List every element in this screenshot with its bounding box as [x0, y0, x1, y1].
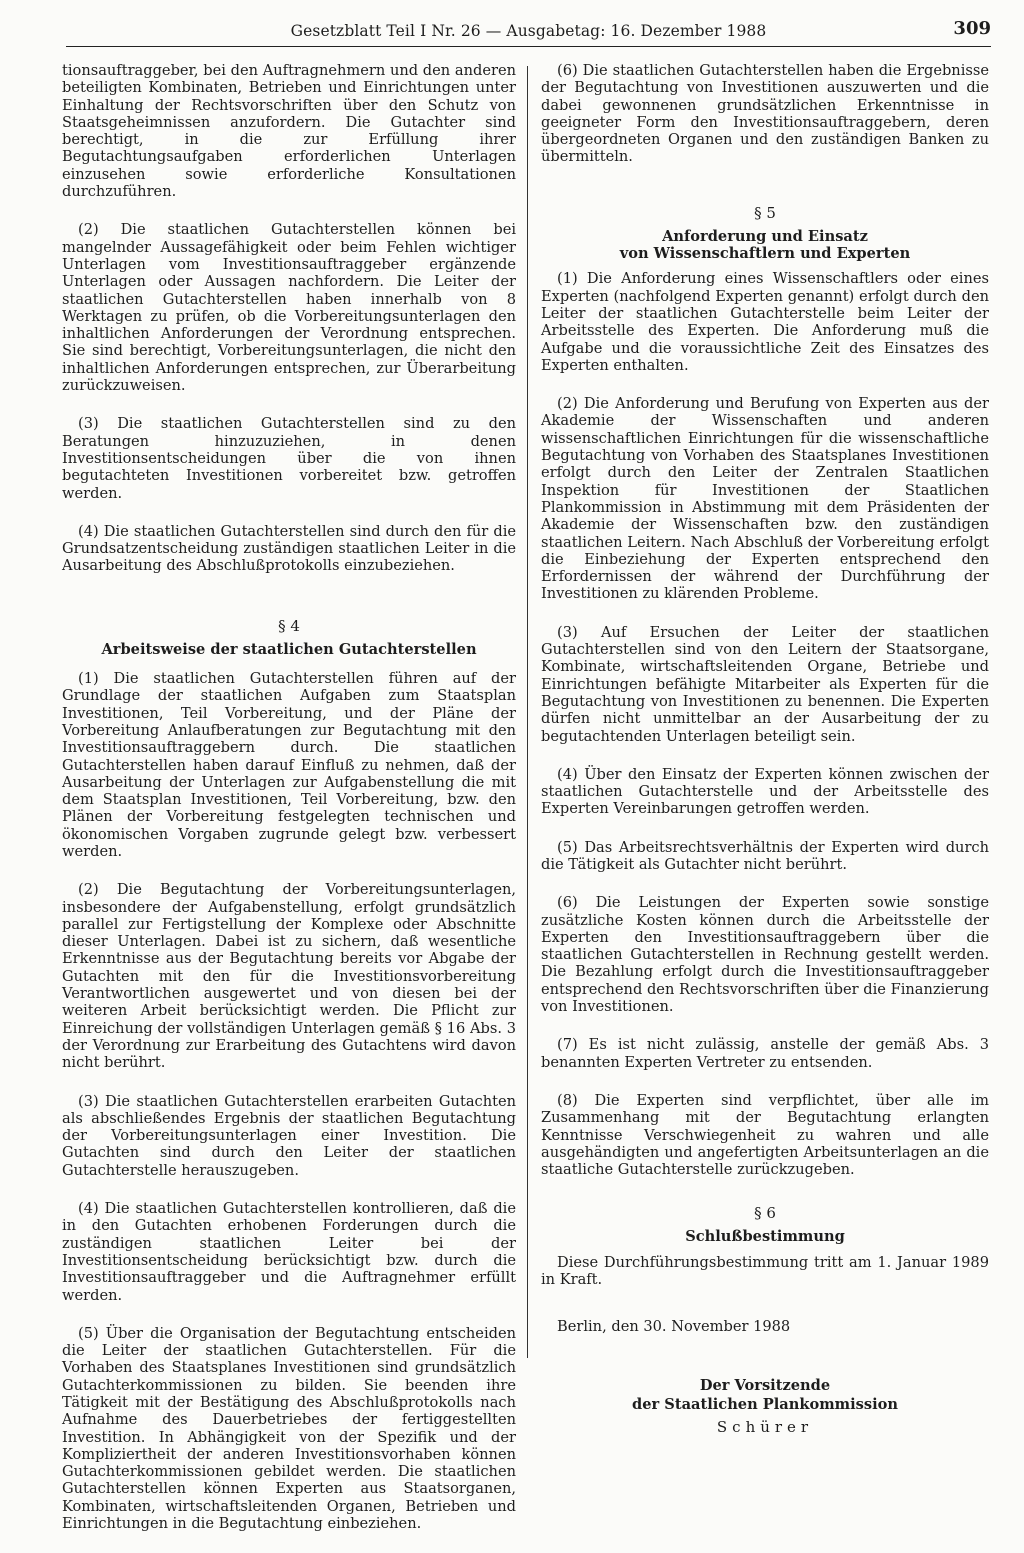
paragraph-5-8: (8) Die Experten sind verpflichtet, über alle im Zusammenhang mit der Begutachtung erlangten Kenntnisse Verschwiegenheit zu wahren und alle ausgehändigten und angefertigten Arbeitsunterlagen an die staatliche Gutachterstelle zurückzugeben.: [541, 1091, 989, 1179]
page-header: [66, 14, 991, 47]
section-5-title: [541, 228, 989, 263]
left-column: [62, 62, 516, 1553]
gazette-title: Gesetzblatt Teil I Nr. 26 — Ausgabetag: 16. Dezember 1988: [290, 22, 767, 40]
paragraph-3-4: (4) Die staatlichen Gutachterstellen sind durch den für die Grundsatzentscheidung zuständigen staatlichen Leiter in die Ausarbeitung des Abschlußprotokolls einzubeziehen.: [62, 522, 516, 575]
section-6-title: Schlußbestimmung: [685, 1228, 845, 1246]
signature-title-line-1: Der Vorsitzende: [699, 1376, 831, 1394]
paragraph-3-2: (2) Die staatlichen Gutachterstellen können bei mangelnder Aussagefähigkeit oder beim Fehlen wichtiger Unterlagen vom Investitionsauftraggeber ergänzende Unterlagen oder Aussagen nachfordern. Die Leiter der staatlichen Gutachterstellen haben innerhalb von 8 Werktagen zu prüfen, ob die Vorbereitungsunterlagen den inhaltlichen Anforderungen der Verordnung entsprechen. Sie sind berechtigt, Vorbereitungsunterlagen, die nicht den inhaltlichen Anforderungen entsprechen, zur Überarbeitung zurückzuweisen.: [62, 221, 516, 395]
paragraph-4-4: (4) Die staatlichen Gutachterstellen kontrollieren, daß die in den Gutachten erhobenen Forderungen durch die zuständigen staatlichen Leiter bei der Investitionsentscheidung berücksichtigt bzw. durch die Investitionsauftraggeber und die Auftragnehmer erfüllt werden.: [62, 1200, 516, 1304]
paragraph-continued: tionsauftraggeber, bei den Auftragnehmern und den anderen beteiligten Kombinaten, Betrieben und Einrichtungen unter Einhaltung der Rechtsvorschriften über den Schutz von Staatsgeheimnissen anzufordern. Die Gutachter sind berechtigt, in die zur Erfüllung ihrer Begutachtungsaufgaben erforderlichen Unterlagen einzusehen sowie erforderliche Konsultationen durchzuführen.: [62, 62, 516, 201]
paragraph-5-7: (7) Es ist nicht zulässig, anstelle der gemäß Abs. 3 benannten Experten Vertreter zu entsenden.: [541, 1036, 989, 1071]
section-5-title-line-2: von Wissenschaftlern und Experten: [619, 245, 911, 263]
right-column: [541, 62, 989, 1436]
paragraph-3-3: (3) Die staatlichen Gutachterstellen sind zu den Beratungen hinzuzuziehen, in denen Investitionsentscheidungen über die von ihnen begutachteten Investitionen vorbereitet bzw. getroffen werden.: [62, 415, 516, 502]
signatory-name: Schürer: [716, 1417, 814, 1436]
place-and-date: Berlin, den 30. November 1988: [557, 1318, 791, 1336]
page-number: 309: [953, 18, 991, 39]
section-5-number: § 5: [754, 203, 776, 222]
paragraph-5-4: (4) Über den Einsatz der Experten können zwischen der staatlichen Gutachterstelle und der Arbeitsstelle des Experten Vereinbarungen getroffen werden.: [541, 765, 989, 818]
paragraph-5-5: (5) Das Arbeitsrechtsverhältnis der Experten wird durch die Tätigkeit als Gutachter nicht berührt.: [541, 838, 989, 873]
paragraph-5-6: (6) Die Leistungen der Experten sowie sonstige zusätzliche Kosten können durch die Arbeitsstelle der Experten den Investitionsauftraggebern über die staatlichen Gutachterstellen in Rechnung gestellt werden. Die Bezahlung erfolgt durch die Investitionsauftraggeber entsprechend den Rechtsvorschriften über die Finanzierung von Investitionen.: [541, 894, 989, 1016]
paragraph-4-1: (1) Die staatlichen Gutachterstellen führen auf der Grundlage der staatlichen Aufgaben zum Staatsplan Investitionen, Teil Vorbereitung, und der Pläne der Vorbereitung Anlaufberatungen zur Begutachtung mit den Investitionsauftraggebern durch. Die staatlichen Gutachterstellen haben darauf Einfluß zu nehmen, daß der Ausarbeitung der Unterlagen zur Aufgabenstellung die mit dem Staatsplan Investitionen, Teil Vorbereitung, bzw. den Plänen der Vorbereitung festgelegten technischen und ökonomischen Vorgaben zugrunde gelegt bzw. verbessert werden.: [62, 670, 516, 860]
paragraph-4-2: (2) Die Begutachtung der Vorbereitungsunterlagen, insbesondere der Aufgabenstellung, erfolgt grundsätzlich parallel zur Fertigstellung der Komplexe oder Abschnitte dieser Unterlagen. Dabei ist zu sichern, daß wesentliche Erkenntnisse aus der Begutachtung bereits vor Abgabe der Gutachten mit den für die Investitionsvorbereitung Verantwortlichen ausgewertet und von diesen bei der weiteren Arbeit berücksichtigt werden. Die Pflicht zur Einreichung der vollständigen Unterlagen gemäß § 16 Abs. 3 der Verordnung zur Erarbeitung des Gutachtens wird davon nicht berührt.: [62, 881, 516, 1072]
paragraph-6-1: Diese Durchführungsbestimmung tritt am 1. Januar 1989 in Kraft.: [541, 1253, 989, 1289]
section-4-number: § 4: [278, 616, 300, 635]
section-4-title: Arbeitsweise der staatlichen Gutachterstellen: [101, 640, 477, 658]
section-6-number: § 6: [754, 1204, 776, 1223]
signature-title-line-2: der Staatlichen Plankommission: [632, 1395, 898, 1413]
paragraph-4-6: (6) Die staatlichen Gutachterstellen haben die Ergebnisse der Begutachtung von Investitionen auszuwerten und die dabei gewonnenen grundsätzlichen Erkenntnisse in geeigneter Form den Investitionsauftraggebern, deren übergeordneten Organen und den zuständigen Banken zu übermitteln.: [541, 62, 989, 166]
column-divider: [527, 66, 528, 1358]
paragraph-4-5: (5) Über die Organisation der Begutachtung entscheiden die Leiter der staatlichen Gutachterstellen. Für die Vorhaben des Staatsplanes Investitionen sind grundsätzlich Gutachterkommissionen zu bilden. Sie beenden ihre Tätigkeit mit der Bestätigung des Abschlußprotokolls nach Aufnahme des Dauerbetriebes der fertiggestellten Investition. In Abhängigkeit von der Spezifik und der Kompliziertheit der anderen Investitionsvorhaben können Gutachterkommissionen gebildet werden. Die staatlichen Gutachterstellen können Experten aus Staatsorganen, Kombinaten, wirtschaftsleitenden Organen, Betrieben und Einrichtungen in die Begutachtung einbeziehen.: [62, 1324, 516, 1533]
paragraph-4-3: (3) Die staatlichen Gutachterstellen erarbeiten Gutachten als abschließendes Ergebnis der staatlichen Begutachtung der Vorbereitungsunterlagen einer Investition. Die Gutachten sind durch den Leiter der staatlichen Gutachterstelle herauszugeben.: [62, 1092, 516, 1179]
section-5-title-line-1: Anforderung und Einsatz: [662, 227, 868, 245]
paragraph-5-1: (1) Die Anforderung eines Wissenschaftlers oder eines Experten (nachfolgend Experten genannt) erfolgt durch den Leiter der staatlichen Gutachterstelle beim Leiter der Arbeitsstelle des Experten. Die Anforderung muß die Aufgabe und die voraussichtliche Zeit des Einsatzes des Experten enthalten.: [541, 270, 989, 374]
paragraph-5-3: (3) Auf Ersuchen der Leiter der staatlichen Gutachterstellen sind von den Leitern der Staatsorgane, Kombinate, wirtschaftsleitenden Organe, Betriebe und Einrichtungen befähigte Mitarbeiter als Experten für die Begutachtung von Investitionen zu benennen. Die Experten dürfen nicht unmittelbar an der Ausarbeitung der zu begutachtenden Unterlagen beteiligt sein.: [541, 623, 989, 745]
paragraph-5-2: (2) Die Anforderung und Berufung von Experten aus der Akademie der Wissenschaften und anderen wissenschaftlichen Einrichtungen für die wissenschaftliche Begutachtung von Vorhaben des Staatsplanes Investitionen erfolgt durch den Leiter der Zentralen Staatlichen Inspektion für Investitionen der Staatlichen Plankommission in Abstimmung mit dem Präsidenten der Akademie der Wissenschaften bzw. den zuständigen staatlichen Leitern. Nach Abschluß der Vorbereitung erfolgt die Einbeziehung der Experten entsprechend den Erfordernissen der während der Durchführung der Investitionen zu klärenden Probleme.: [541, 395, 989, 603]
